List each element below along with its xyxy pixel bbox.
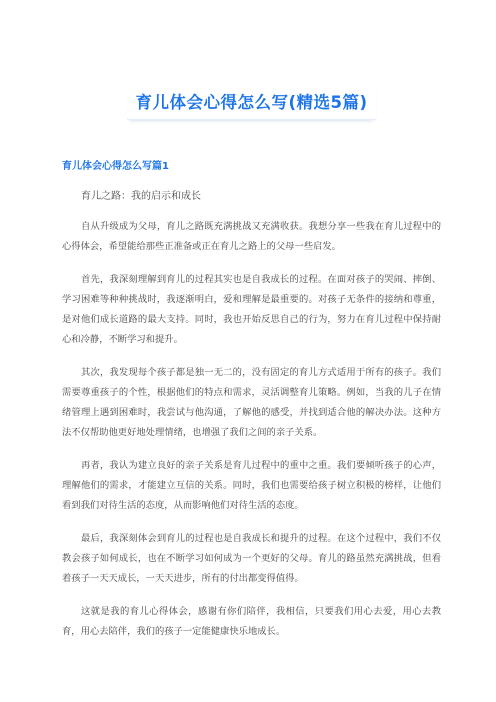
title-wrap (62, 0, 441, 131)
paragraph-2: 首先，我深刻理解到育儿的过程其实也是自我成长的过程。在面对孩子的哭闹、摔倒、学习困难等种种挑战时，我逐渐明白，爱和理解是最重要的。对孩子无条件的接纳和尊重，是对他们成长道路的最大支持。同时，我也开始反思自己的行为，努力在育儿过程中保持耐心和冷静，不断学习和提升。 (62, 274, 441, 346)
section-heading: 育儿体会心得怎么写篇1 (62, 161, 169, 173)
essay-subtitle: 育儿之路：我的启示和成长 (81, 191, 201, 203)
paragraph-1: 自从升级成为父母，育儿之路既充满挑战又充满收获。我想分享一些我在育儿过程中的心得体会，希望能给那些正准备或正在育儿之路上的父母一些启发。 (62, 221, 441, 253)
paragraph-5: 最后，我深刻体会到育儿的过程也是自我成长和提升的过程。在这个过程中，我们不仅教会孩子如何成长，也在不断学习如何成为一个更好的父母。育儿的路虽然充满挑战，但看着孩子一天天成长，一天天进步，所有的付出都变得值得。 (62, 533, 441, 585)
paragraph-3: 其次，我发现每个孩子都是独一无二的，没有固定的育儿方式适用于所有的孩子。我们需要尊重孩子的个性，根据他们的特点和需求，灵活调整育儿策略。例如，当我的儿子在情绪管理上遇到困难时，我尝试与他沟通，了解他的感受，并找到适合他的解决办法。这种方法不仅帮助他更好地处理情绪，也增强了我们之间的亲子关系。 (62, 367, 441, 439)
document-title: 育儿体会心得怎么写(精选5篇) (127, 85, 375, 120)
paragraph-4: 再者，我认为建立良好的亲子关系是育儿过程中的重中之重。我们要倾听孩子的心声，理解他们的需求，才能建立互信的关系。同时，我们也需要给孩子树立积极的榜样，让他们看到我们对待生活的态度，从而影响他们对待生活的态度。 (62, 460, 441, 512)
paragraph-6: 这就是我的育儿心得体会，感谢有你们陪伴，我相信，只要我们用心去爱，用心去教育，用心去陪伴，我们的孩子一定能健康快乐地成长。 (62, 606, 441, 638)
